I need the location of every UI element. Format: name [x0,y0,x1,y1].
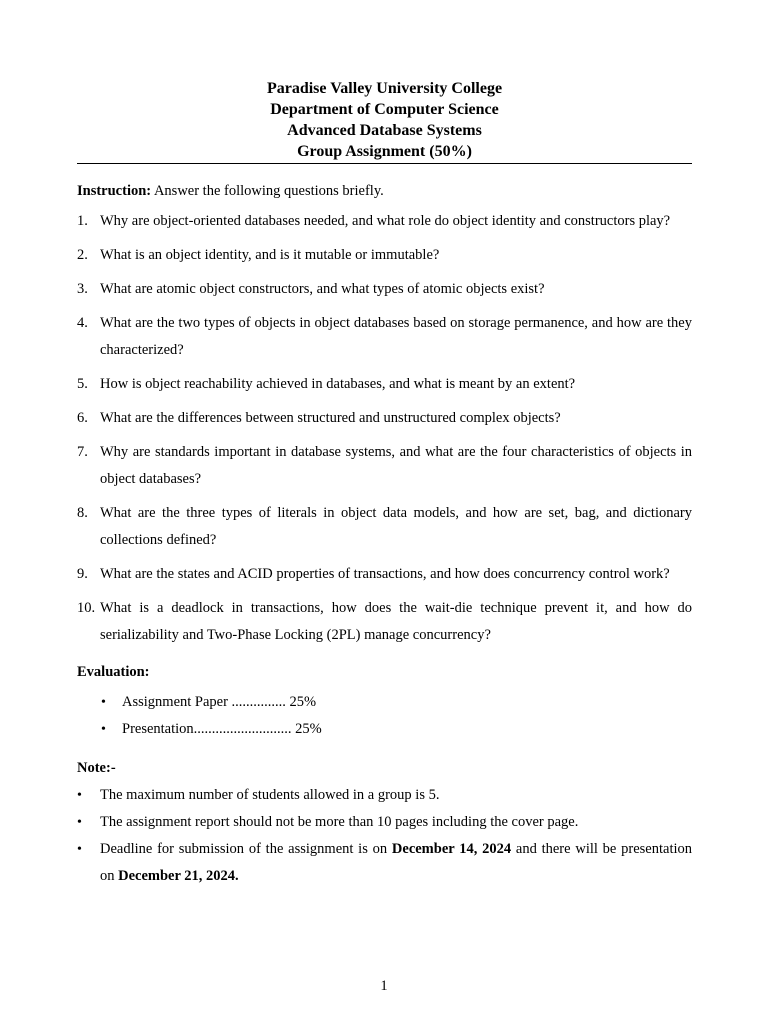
institution-name: Paradise Valley University College [266,80,503,97]
question-text: What are the states and ACID properties of transactions, and how does concurrency control work? [100,566,670,582]
question-number: 6. [77,410,88,426]
instruction-text: Answer the following questions briefly. [151,183,384,199]
header-divider [77,163,692,164]
note-item [77,809,692,836]
question-number: 8. [77,505,88,521]
deadline-text-part1: Deadline for submission of the assignment is on [100,841,392,857]
question-item [77,208,692,235]
note-item [77,782,692,809]
question-item [77,276,692,303]
question-item [77,595,692,649]
evaluation-item-text: Assignment Paper ............... 25% [122,694,317,710]
question-list [77,208,692,649]
question-text: What are the two types of objects in object databases based on storage permanence, and how are they characterized? [100,315,692,358]
note-item-deadline [77,836,692,890]
question-text: Why are standards important in database systems, and what are the four characteristics of objects in object databases? [100,444,692,487]
instruction-line [77,182,692,200]
note-item-text: The maximum number of students allowed in a group is 5. [100,787,440,803]
question-number: 5. [77,376,88,392]
question-text: Why are object-oriented databases needed, and what role do object identity and constructors play? [100,213,671,229]
question-item [77,561,692,588]
note-item-text: The assignment report should not be more than 10 pages including the cover page. [100,814,579,830]
note-list [77,782,692,890]
question-number: 1. [77,213,88,229]
document-page [77,78,692,890]
question-text: What are the differences between structured and unstructured complex objects? [100,410,561,426]
course-name: Advanced Database Systems [287,122,482,139]
evaluation-item [77,689,692,716]
question-number: 3. [77,281,88,297]
question-text: What is a deadlock in transactions, how does the wait-die technique prevent it, and how do serializability and Two-Phase Locking (2PL) manage concurrency? [100,600,692,643]
evaluation-item-text: Presentation........................... 25% [122,721,322,737]
question-item [77,371,692,398]
bullet-icon: • [101,722,106,737]
question-item [77,405,692,432]
submission-deadline-date: December 14, 2024 [391,841,512,857]
question-text: What is an object identity, and is it mutable or immutable? [100,247,440,263]
deadline-text-part2: and there will be presentation on [100,841,692,884]
question-number: 4. [77,315,88,331]
question-item [77,242,692,269]
question-number: 10. [77,600,96,616]
instruction-label: Instruction: [77,183,152,199]
question-text: What are atomic object constructors, and what types of atomic objects exist? [100,281,545,297]
question-number: 2. [77,247,88,263]
evaluation-item [77,716,692,743]
question-text: How is object reachability achieved in databases, and what is meant by an extent? [100,376,576,392]
note-title: Note:- [77,760,116,776]
bullet-icon: • [77,788,82,803]
presentation-date: December 21, 2024. [118,868,239,884]
page-number: 1 [380,978,388,994]
question-item [77,439,692,493]
question-item [77,310,692,364]
question-text: What are the three types of literals in object data models, and how are set, bag, and dictionary collections defined? [100,505,692,548]
bullet-icon: • [77,815,82,830]
evaluation-list [77,689,692,743]
question-number: 7. [77,444,88,460]
document-header [77,78,692,162]
bullet-icon: • [77,842,82,857]
assignment-title: Group Assignment (50%) [297,143,472,160]
department-name: Department of Computer Science [270,101,499,118]
question-item [77,500,692,554]
evaluation-title: Evaluation: [77,664,150,680]
question-number: 9. [77,566,88,582]
bullet-icon: • [101,695,106,710]
